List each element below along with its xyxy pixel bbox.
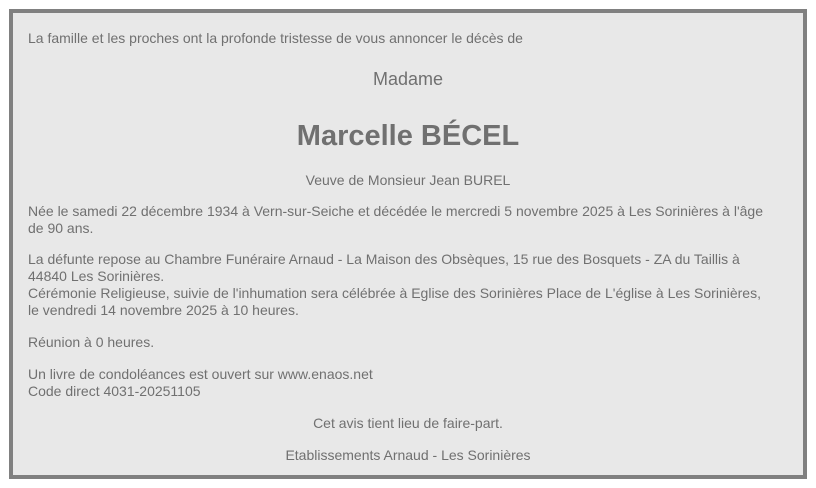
notice-intro: La famille et les proches ont la profonde tristesse de vous annoncer le décès de (28, 30, 523, 46)
honorific: Madame (372, 69, 444, 89)
ceremony-paragraph: Cérémonie Religieuse, suivie de l'inhumation sera célébrée à Eglise des Sorinières Place de L'église à Les Sorinières, le vendredi 14 novembre 2025 à 10 heures. (28, 285, 761, 318)
deceased-name: Marcelle BÉCEL (296, 120, 520, 152)
spouse-line: Veuve de Monsieur Jean BUREL (305, 172, 511, 188)
birth-death-paragraph: Née le samedi 22 décembre 1934 à Vern-sur-Seiche et décédée le mercredi 5 novembre 2025 à Les Sorinières à l'âge de 90 ans. (28, 203, 763, 236)
direct-code-line: Code direct 4031-20251105 (28, 383, 201, 399)
death-notice (9, 9, 807, 479)
faire-part-line: Cet avis tient lieu de faire-part. (313, 415, 503, 431)
reunion-line: Réunion à 0 heures. (28, 334, 155, 350)
funeral-home-line: Etablissements Arnaud - Les Sorinières (285, 447, 531, 463)
rest-location-paragraph: La défunte repose au Chambre Funéraire Arnaud - La Maison des Obsèques, 15 rue des Bosquets - ZA du Taillis à 44840 Les Sorinières. (28, 251, 740, 284)
condolence-book-line: Un livre de condoléances est ouvert sur www.enaos.net (28, 366, 373, 382)
